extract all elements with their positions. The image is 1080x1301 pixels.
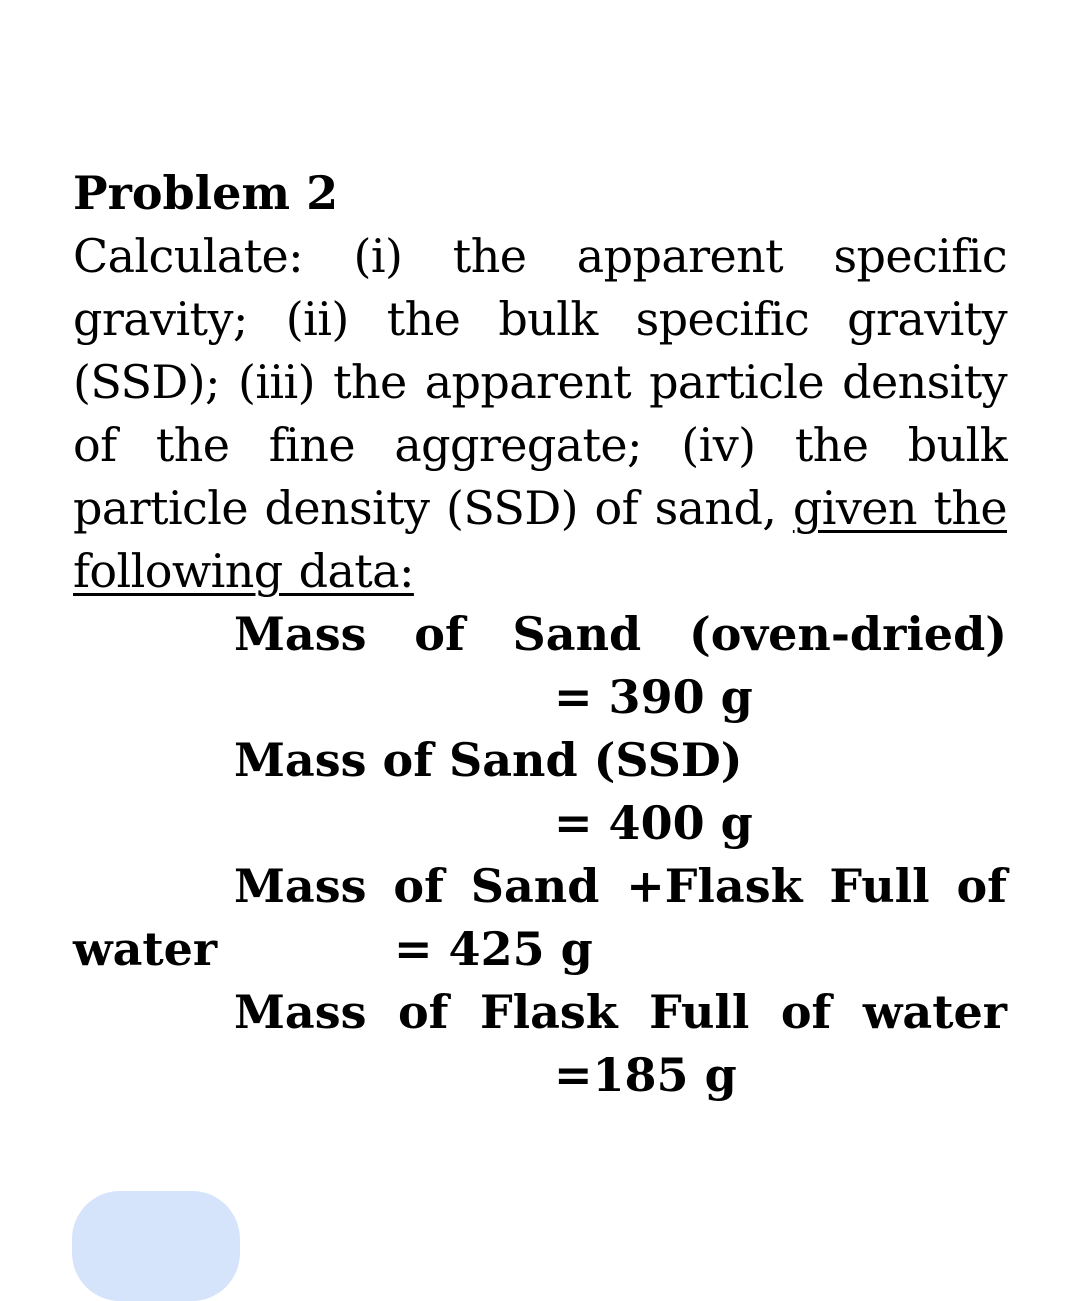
data-value: =185 g — [554, 1048, 737, 1102]
data-label — [234, 855, 1007, 918]
problem-title: Problem 2 — [73, 166, 339, 220]
data-value: = 425 g — [394, 922, 593, 976]
data-label-continuation: water — [73, 922, 218, 976]
label-word: of — [398, 985, 449, 1039]
data-row-oven-dried-value — [73, 666, 1007, 729]
given-data-list — [73, 603, 1007, 1107]
label-word: Mass — [234, 607, 367, 661]
label-word: Mass — [234, 985, 367, 1039]
data-label — [234, 603, 1007, 666]
data-row-ssd-value — [73, 792, 1007, 855]
label-word: of — [956, 859, 1007, 913]
data-label — [234, 981, 1007, 1044]
data-row-flask-water-value — [73, 1044, 1007, 1107]
data-value: = 400 g — [554, 796, 753, 850]
label-word: Mass — [234, 859, 367, 913]
label-word: Full — [829, 859, 930, 913]
label-word: Sand — [470, 859, 600, 913]
floating-action-button[interactable] — [72, 1191, 240, 1301]
label-word: Sand — [512, 607, 642, 661]
data-row-ssd-label — [73, 729, 1007, 792]
label-word: of — [393, 859, 444, 913]
label-word: +Flask — [626, 859, 803, 913]
problem-intro-text: Calculate: (i) the apparent specific gravity; (ii) the bulk specific gravity (SSD); (iii) the apparent particle density of the fine aggregate; (iv) the bulk particle density (SSD) of sand, — [73, 229, 1007, 535]
data-row-sand-flask-value — [73, 918, 1007, 981]
label-word: of — [780, 985, 832, 1039]
data-row-oven-dried-label — [73, 603, 1007, 666]
label-word: water — [862, 985, 1007, 1039]
label-word: (oven-dried) — [688, 607, 1007, 661]
problem-statement — [73, 225, 1007, 603]
problem-document — [73, 162, 1007, 1107]
label-word: Full — [649, 985, 750, 1039]
data-label: Mass of Sand (SSD) — [234, 733, 743, 787]
data-row-sand-flask-label — [73, 855, 1007, 918]
label-word: of — [414, 607, 465, 661]
data-value: = 390 g — [554, 670, 753, 724]
data-row-flask-water-label — [73, 981, 1007, 1044]
problem-intro-underlined: given the following data: — [73, 481, 1007, 598]
label-word: Flask — [479, 985, 618, 1039]
